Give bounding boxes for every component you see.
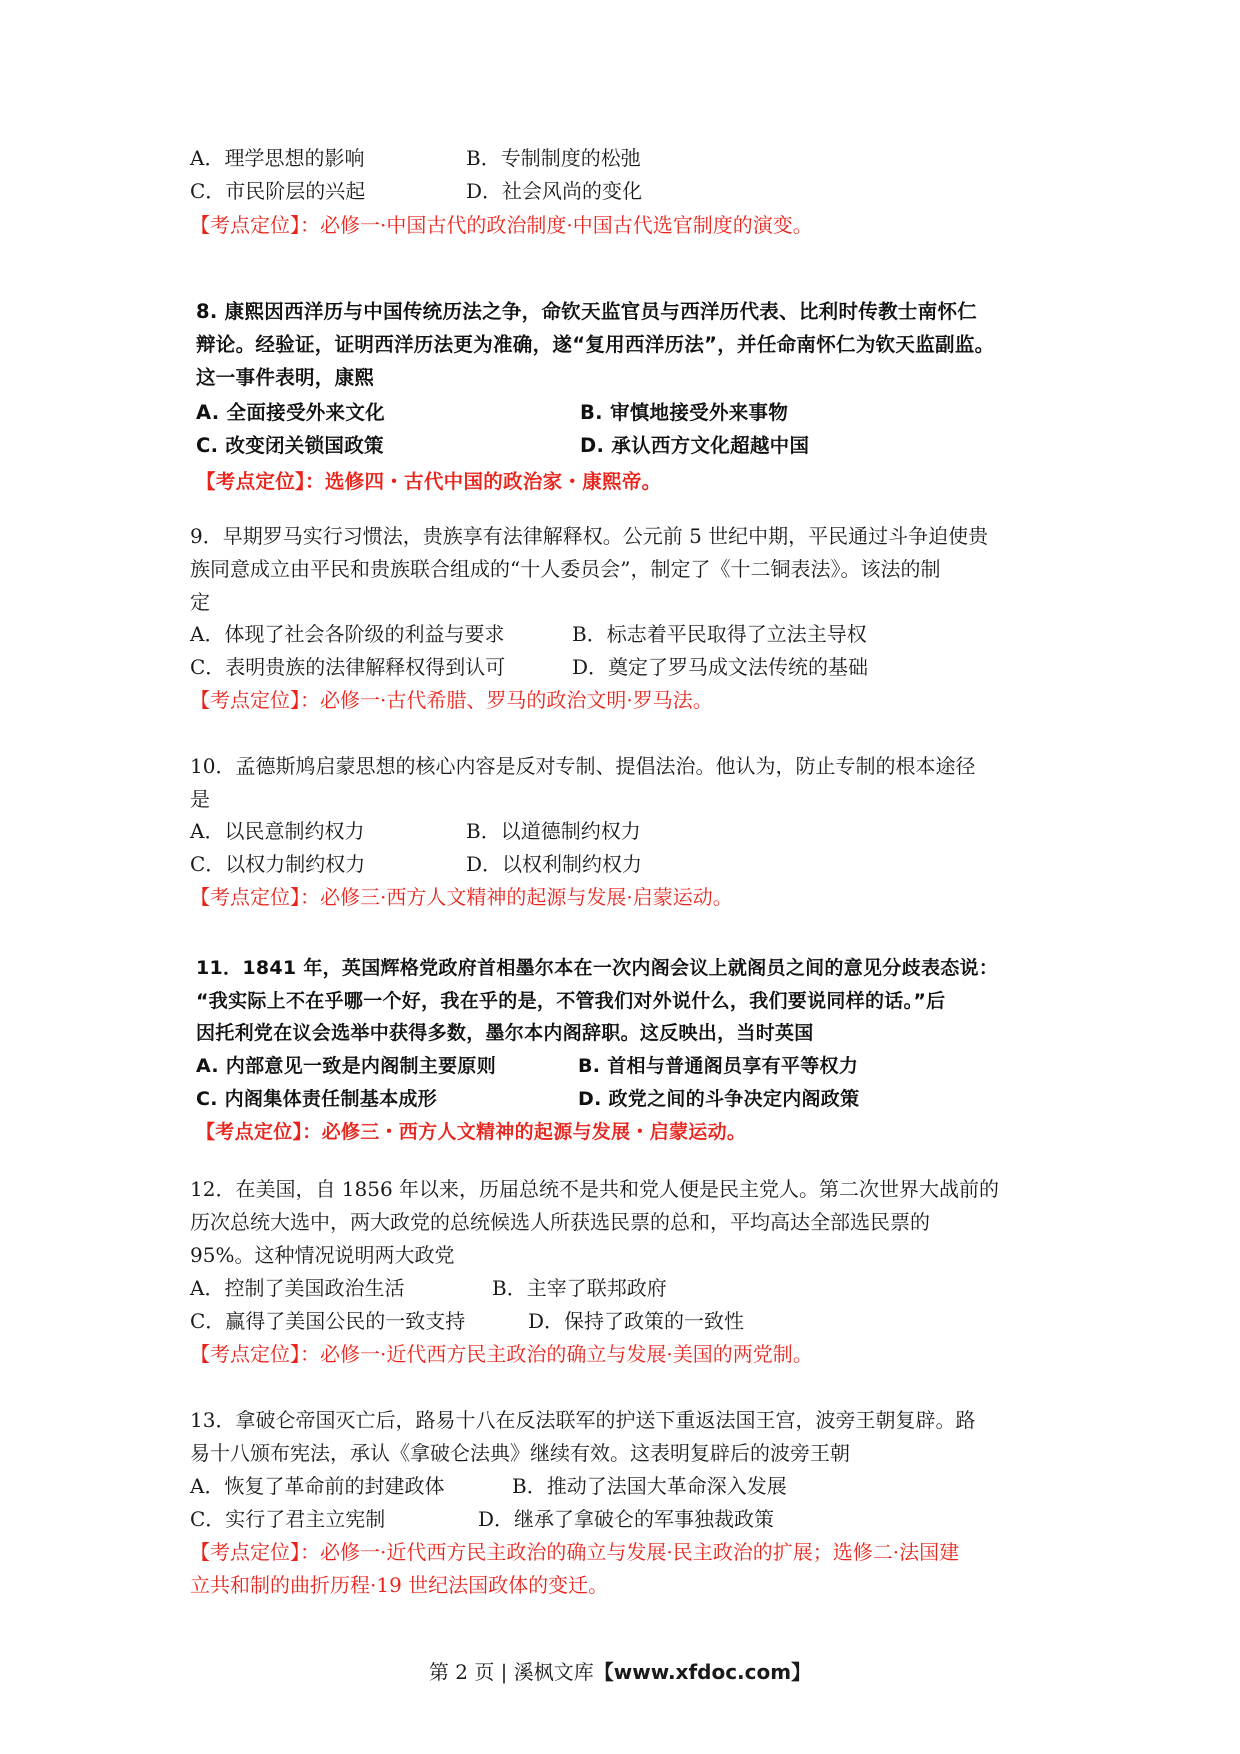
q9-option-c: C．表明贵族的法律解释权得到认可	[190, 655, 506, 679]
q8-option-b: B. 审慎地接受外来事物	[580, 401, 789, 424]
q8-exam-point: 【考点定位】：选修四・古代中国的政治家・康熙帝。	[196, 470, 662, 493]
q9-option-d: D．奠定了罗马成文法传统的基础	[572, 655, 869, 679]
q7-exam-point: 【考点定位】：必修一·中国古代的政治制度·中国古代选官制度的演变。	[190, 213, 813, 237]
q9-option-a: A．体现了社会各阶级的利益与要求	[190, 622, 505, 646]
q10-option-c: C．以权力制约权力	[190, 852, 366, 876]
q10-stem-line-1: 10．孟德斯鸠启蒙思想的核心内容是反对专制、提倡法治。他认为，防止专制的根本途径	[190, 754, 976, 778]
q11-stem-line-3: 因托利党在议会选举中获得多数，墨尔本内阁辞职。这反映出，当时英国	[196, 1022, 814, 1044]
q12-option-b: B．主宰了联邦政府	[492, 1276, 667, 1300]
q9-stem-line-2: 族同意成立由平民和贵族联合组成的“十人委员会”，制定了《十二铜表法》。该法的制	[190, 557, 941, 581]
q13-option-c: C．实行了君主立宪制	[190, 1507, 386, 1531]
q11-stem-line-1: 11．1841 年，英国辉格党政府首相墨尔本在一次内阁会议上就阁员之间的意见分歧表态说：	[196, 957, 999, 979]
q10-option-a: A．以民意制约权力	[190, 819, 365, 843]
footer-site-link[interactable]: www.xfdoc.com	[613, 1660, 792, 1684]
q13-stem-line-2: 易十八颁布宪法，承认《拿破仑法典》继续有效。这表明复辟后的波旁王朝	[190, 1441, 850, 1465]
q7-option-d: D．社会风尚的变化	[466, 179, 643, 203]
q9-exam-point: 【考点定位】：必修一·古代希腊、罗马的政治文明·罗马法。	[190, 688, 713, 712]
q7-option-a: A．理学思想的影响	[190, 146, 365, 170]
q13-option-d: D．继承了拿破仑的军事独裁政策	[478, 1507, 775, 1531]
q8-option-c: C. 改变闭关锁国政策	[196, 434, 384, 457]
q13-exam-point-line-2: 立共和制的曲折历程·19 世纪法国政体的变迁。	[190, 1573, 609, 1597]
footer-right-bracket: 】	[791, 1660, 812, 1684]
q8-stem-line-2: 辩论。经验证，证明西洋历法更为准确，遂“复用西洋历法”，并任命南怀仁为钦天监副监。	[196, 333, 995, 356]
q12-stem-line-2: 历次总统大选中，两大政党的总统候选人所获选民票的总和，平均高达全部选民票的	[190, 1210, 930, 1234]
q11-option-a: A. 内部意见一致是内阁制主要原则	[196, 1055, 496, 1077]
q11-stem-line-2: “我实际上不在乎哪一个好，我在乎的是，不管我们对外说什么，我们要说同样的话。”后	[196, 990, 946, 1012]
footer-page-label: 第 2 页 | 溪枫文库	[428, 1660, 594, 1684]
q13-option-a: A．恢复了革命前的封建政体	[190, 1474, 445, 1498]
q12-option-c: C．赢得了美国公民的一致支持	[190, 1309, 466, 1333]
q12-stem-line-1: 12．在美国，自 1856 年以来，历届总统不是共和党人便是民主党人。第二次世界大战前的	[190, 1177, 1000, 1201]
q10-option-d: D．以权利制约权力	[466, 852, 643, 876]
q10-exam-point: 【考点定位】：必修三·西方人文精神的起源与发展·启蒙运动。	[190, 885, 733, 909]
q13-exam-point-line-1: 【考点定位】：必修一·近代西方民主政治的确立与发展·民主政治的扩展；选修二·法国建	[190, 1540, 960, 1564]
q12-stem-line-3: 95%。这种情况说明两大政党	[190, 1243, 455, 1267]
q11-option-d: D. 政党之间的斗争决定内阁政策	[578, 1088, 860, 1110]
q12-option-d: D．保持了政策的一致性	[528, 1309, 745, 1333]
q11-exam-point: 【考点定位】：必修三・西方人文精神的起源与发展・启蒙运动。	[196, 1121, 747, 1143]
q11-option-c: C. 内阁集体责任制基本成形	[196, 1088, 437, 1110]
q8-option-d: D. 承认西方文化超越中国	[580, 434, 810, 457]
q8-stem-line-1: 8. 康熙因西洋历与中国传统历法之争，命钦天监官员与西洋历代表、比利时传教士南怀仁	[196, 300, 978, 323]
q11-option-b: B. 首相与普通阁员享有平等权力	[578, 1055, 859, 1077]
q9-stem-line-1: 9．早期罗马实行习惯法，贵族享有法律解释权。公元前 5 世纪中期，平民通过斗争迫使贵	[190, 524, 989, 548]
q7-option-b: B．专制制度的松弛	[466, 146, 641, 170]
page-footer	[0, 1657, 1240, 1687]
q7-option-c: C．市民阶层的兴起	[190, 179, 366, 203]
q13-option-b: B．推动了法国大革命深入发展	[512, 1474, 787, 1498]
q9-stem-line-3: 定	[190, 590, 210, 614]
q8-option-a: A. 全面接受外来文化	[196, 401, 385, 424]
footer-left-bracket: 【	[593, 1660, 614, 1684]
q12-option-a: A．控制了美国政治生活	[190, 1276, 405, 1300]
q12-exam-point: 【考点定位】：必修一·近代西方民主政治的确立与发展·美国的两党制。	[190, 1342, 813, 1366]
q13-stem-line-1: 13．拿破仑帝国灭亡后，路易十八在反法联军的护送下重返法国王宫，波旁王朝复辟。路	[190, 1408, 976, 1432]
q9-option-b: B．标志着平民取得了立法主导权	[572, 622, 867, 646]
q10-option-b: B．以道德制约权力	[466, 819, 641, 843]
q10-stem-line-2: 是	[190, 787, 210, 811]
q8-stem-line-3: 这一事件表明，康熙	[196, 366, 375, 389]
